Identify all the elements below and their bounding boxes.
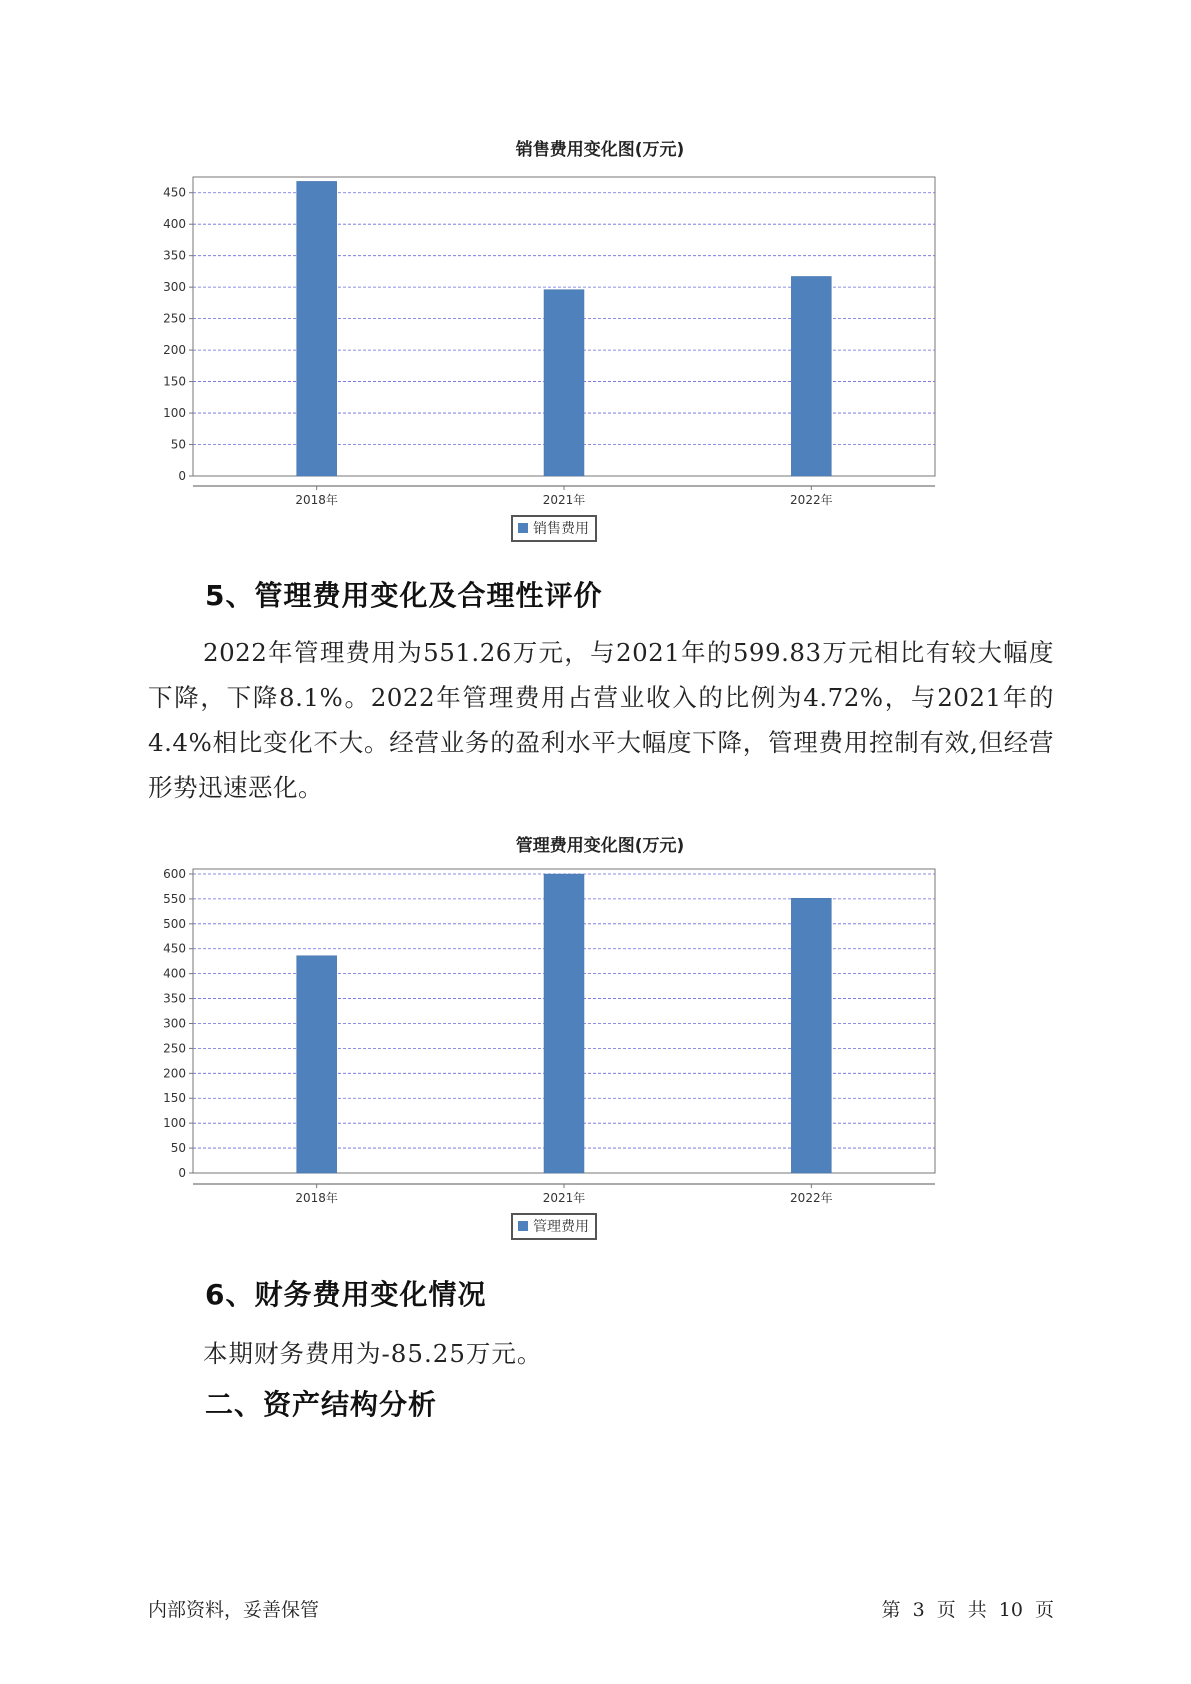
footer-page-number: 第 3 页 共 10 页 <box>881 1599 1054 1621</box>
y-tick-label: 550 <box>163 891 186 906</box>
bar <box>544 874 584 1173</box>
sales-expense-chart-plot <box>150 170 1050 550</box>
chart-legend <box>511 1213 597 1240</box>
chart-title: 管理费用变化图(万元) <box>515 836 685 856</box>
x-tick-label: 2021年 <box>542 493 586 507</box>
y-tick-label: 300 <box>163 1016 186 1031</box>
y-tick-label: 50 <box>170 437 186 452</box>
y-tick-label: 0 <box>178 469 186 483</box>
y-tick-label: 450 <box>163 185 186 200</box>
x-tick-label: 2018年 <box>295 493 338 507</box>
legend-label: 管理费用 <box>533 1219 589 1235</box>
y-tick-label: 300 <box>163 280 186 295</box>
y-tick-label: 100 <box>163 1116 186 1131</box>
x-tick-label: 2022年 <box>790 493 833 507</box>
chart-title: 销售费用变化图(万元) <box>515 140 685 160</box>
finance-text: 本期财务费用为-85.25万元。 <box>203 1339 543 1368</box>
sales-expense-chart <box>150 130 1050 550</box>
y-tick-label: 250 <box>163 311 186 326</box>
y-tick-label: 600 <box>163 866 186 881</box>
y-tick-label: 500 <box>163 916 186 931</box>
y-tick-label: 100 <box>163 406 186 421</box>
footer-confidential-note: 内部资料，妥善保管 <box>148 1599 320 1621</box>
y-tick-label: 450 <box>163 941 186 956</box>
y-tick-label: 350 <box>163 248 186 263</box>
bar <box>297 181 337 476</box>
x-tick-label: 2022年 <box>790 1191 833 1205</box>
y-tick-label: 400 <box>163 966 186 981</box>
legend-swatch <box>518 1221 528 1231</box>
section-heading-management: 5、管理费用变化及合理性评价 <box>205 579 603 612</box>
y-tick-label: 50 <box>170 1141 186 1156</box>
y-tick-label: 150 <box>163 1091 186 1106</box>
section-heading-finance: 6、财务费用变化情况 <box>205 1278 487 1311</box>
y-tick-label: 150 <box>163 374 186 389</box>
y-tick-label: 250 <box>163 1041 186 1056</box>
y-tick-label: 200 <box>163 343 186 358</box>
section-heading-asset-structure: 二、资产结构分析 <box>205 1388 438 1421</box>
management-expense-chart <box>150 826 1050 1246</box>
management-paragraph: 2022年管理费用为551.26万元，与2021年的599.83万元相比有较大幅度下降，下降8.1%。2022年管理费用占营业收入的比例为4.72%，与2021年的4.4%相比变化不大。经营业务的盈利水平大幅度下降，管理费用控制有效,但经营形势迅速恶化。 <box>148 638 1054 802</box>
y-tick-label: 0 <box>178 1166 186 1180</box>
legend-swatch <box>518 523 528 533</box>
x-tick-label: 2021年 <box>542 1191 586 1205</box>
bar <box>297 956 337 1173</box>
management-expense-chart-plot <box>150 866 1050 1246</box>
legend-label: 销售费用 <box>533 521 589 537</box>
bar <box>544 290 584 476</box>
y-tick-label: 400 <box>163 217 186 232</box>
x-tick-label: 2018年 <box>295 1191 338 1205</box>
bar <box>791 898 831 1173</box>
y-tick-label: 350 <box>163 991 186 1006</box>
bar <box>791 276 831 476</box>
chart-legend <box>511 515 597 542</box>
y-tick-label: 200 <box>163 1066 186 1081</box>
